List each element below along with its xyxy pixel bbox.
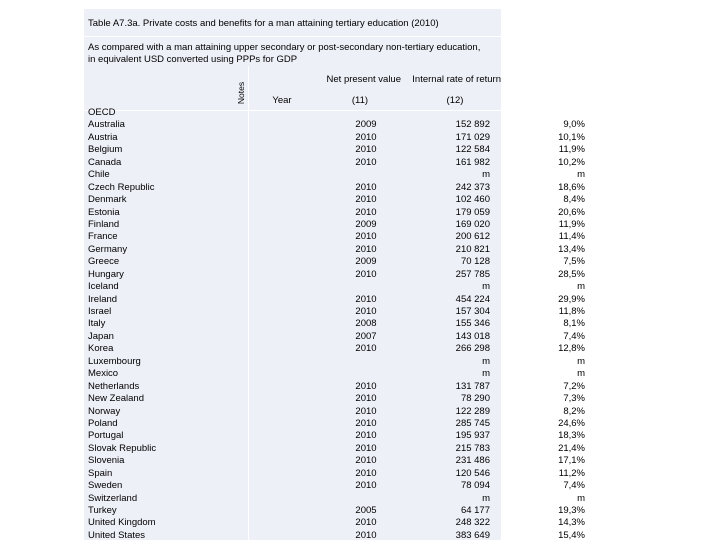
npv-cell: m: [482, 368, 490, 380]
year-cell: 2010: [355, 430, 377, 442]
year-cell: 2010: [355, 380, 377, 392]
country-cell: Chile: [88, 169, 110, 181]
country-cell: Portugal: [88, 430, 124, 442]
irr-cell: 8,2%: [563, 405, 585, 417]
npv-cell: 161 982: [455, 156, 490, 168]
npv-cell: 64 177: [460, 505, 490, 516]
npv-cell: 231 486: [455, 455, 490, 467]
column-number-12: (12): [446, 95, 464, 106]
irr-cell: 11,9%: [558, 144, 585, 156]
npv-cell: m: [482, 492, 490, 504]
irr-cell: 11,4%: [558, 231, 585, 243]
npv-cell: 70 128: [460, 256, 490, 268]
table-row: [84, 218, 585, 231]
npv-cell: m: [482, 281, 490, 293]
table-row: [84, 131, 585, 144]
irr-cell: m: [577, 355, 585, 367]
year-cell: 2010: [355, 393, 377, 405]
irr-cell: 29,9%: [558, 293, 585, 305]
table-row: [84, 529, 585, 542]
country-cell: Germany: [88, 243, 128, 255]
year-cell: 2009: [355, 119, 377, 131]
year-cell: 2010: [355, 243, 377, 255]
group-row: [84, 107, 501, 119]
npv-cell: 143 018: [455, 330, 490, 342]
table-row: [84, 505, 585, 517]
year-cell: 2010: [355, 293, 377, 305]
table-row: [84, 480, 585, 492]
table-row: [84, 380, 585, 393]
year-cell: 2010: [355, 529, 377, 541]
year-cell: 2009: [355, 218, 377, 230]
country-cell: Slovak Republic: [88, 442, 157, 454]
year-cell: 2010: [355, 517, 377, 529]
npv-cell: 78 094: [460, 480, 490, 492]
country-cell: Turkey: [88, 505, 117, 516]
country-cell: Sweden: [88, 480, 123, 492]
npv-cell: 120 546: [455, 467, 490, 479]
year-cell: 2010: [355, 131, 377, 143]
irr-cell: 7,3%: [563, 393, 585, 405]
subtitle-line: in equivalent USD converted using PPPs for GDP: [88, 54, 298, 65]
npv-cell: 285 745: [455, 417, 490, 429]
year-cell: 2008: [355, 318, 377, 330]
npv-cell: 102 460: [455, 194, 490, 206]
country-cell: Slovenia: [88, 455, 125, 467]
year-cell: 2010: [355, 455, 377, 467]
table-row: [84, 231, 585, 243]
country-cell: Mexico: [88, 368, 119, 380]
subtitle-line: As compared with a man attaining upper secondary or post-secondary non-tertiary education,: [88, 42, 481, 53]
year-cell: 2009: [355, 256, 377, 268]
table-row: [84, 517, 585, 529]
country-cell: Israel: [88, 306, 112, 317]
table-row: [84, 355, 585, 368]
npv-cell: 171 029: [455, 131, 490, 143]
table-row: [84, 293, 585, 306]
country-cell: Austria: [88, 131, 118, 143]
irr-cell: 7,2%: [563, 380, 585, 392]
table-subtitle: [88, 42, 480, 66]
year-cell: 2007: [355, 330, 377, 342]
year-cell: 2010: [355, 467, 377, 479]
table-title: Table A7.3a. Private costs and benefits for a man attaining tertiary education (2010): [88, 18, 439, 29]
table-row: [84, 467, 585, 480]
npv-cell: 242 373: [455, 181, 490, 193]
year-cell: 2010: [355, 156, 377, 168]
table-row: [84, 492, 585, 505]
table-row: [84, 144, 585, 156]
year-cell: 2010: [355, 181, 377, 193]
irr-cell: 7,4%: [563, 480, 585, 492]
irr-cell: 21,4%: [558, 442, 585, 454]
country-cell: New Zealand: [88, 393, 144, 405]
npv-cell: 266 298: [455, 343, 490, 355]
country-cell: Ireland: [88, 293, 118, 305]
npv-cell: 157 304: [455, 306, 490, 317]
irr-cell: 24,6%: [558, 417, 585, 429]
country-cell: United Kingdom: [88, 517, 156, 529]
npv-cell: 257 785: [455, 268, 490, 280]
year-cell: 2010: [355, 144, 377, 156]
npv-cell: 122 289: [455, 405, 490, 417]
table-row: [84, 181, 585, 194]
irr-cell: 7,5%: [563, 256, 585, 268]
npv-cell: 78 290: [460, 393, 490, 405]
country-cell: Finland: [88, 218, 120, 230]
year-cell: 2010: [355, 268, 377, 280]
net-present-value-header: Net present value: [326, 74, 401, 85]
table-row: [84, 430, 585, 442]
irr-cell: 11,9%: [558, 218, 585, 230]
irr-cell: 10,2%: [558, 156, 585, 168]
npv-cell: m: [482, 169, 490, 181]
irr-cell: 15,4%: [558, 529, 585, 541]
irr-cell: 10,1%: [558, 131, 585, 143]
table-row: [84, 455, 585, 467]
npv-cell: 152 892: [455, 119, 490, 131]
year-cell: 2010: [355, 343, 377, 355]
country-cell: Denmark: [88, 194, 127, 206]
npv-cell: 454 224: [455, 293, 490, 305]
irr-cell: 28,5%: [558, 268, 585, 280]
npv-cell: m: [482, 355, 490, 367]
irr-cell: 18,3%: [558, 430, 585, 442]
year-cell: 2010: [355, 405, 377, 417]
country-cell: Japan: [88, 330, 114, 342]
country-cell: United States: [88, 529, 146, 541]
internal-rate-of-return-header: Internal rate of return: [412, 74, 501, 85]
country-cell: Korea: [88, 343, 114, 355]
table-row: [84, 405, 585, 418]
irr-cell: 7,4%: [563, 330, 585, 342]
irr-cell: m: [577, 281, 585, 293]
column-number-11: (11): [351, 95, 369, 106]
table-row: [84, 156, 585, 169]
table-row: [84, 169, 585, 181]
notes-column-header: Notes: [236, 81, 247, 105]
table-row: [84, 330, 585, 343]
irr-cell: 11,2%: [558, 467, 585, 479]
irr-cell: 20,6%: [558, 206, 585, 218]
irr-cell: 13,4%: [558, 243, 585, 255]
table-row: [84, 368, 585, 380]
table-row: [84, 194, 585, 206]
irr-cell: 14,3%: [558, 517, 585, 529]
year-cell: 2010: [355, 306, 377, 317]
country-cell: France: [88, 231, 118, 243]
year-cell: 2010: [355, 480, 377, 492]
npv-cell: 131 787: [455, 380, 490, 392]
irr-cell: m: [577, 169, 585, 181]
irr-cell: 19,3%: [558, 505, 585, 516]
table-row: [84, 318, 585, 330]
country-cell: Canada: [88, 156, 122, 168]
country-cell: Netherlands: [88, 380, 140, 392]
country-cell: Belgium: [88, 144, 123, 156]
country-cell: Switzerland: [88, 492, 138, 504]
npv-cell: 179 059: [455, 206, 490, 218]
npv-cell: 200 612: [455, 231, 490, 243]
table-row: [84, 206, 585, 219]
npv-cell: 155 346: [455, 318, 490, 330]
npv-cell: 248 322: [455, 517, 490, 529]
irr-cell: 9,0%: [563, 119, 585, 131]
data-table: [84, 107, 585, 542]
table-row: [84, 281, 585, 293]
npv-cell: 215 783: [455, 442, 490, 454]
irr-cell: 8,4%: [563, 194, 585, 206]
country-cell: Australia: [88, 119, 125, 131]
year-cell: 2010: [355, 442, 377, 454]
npv-cell: 383 649: [455, 529, 490, 541]
year-cell: 2010: [355, 231, 377, 243]
npv-cell: 210 821: [455, 243, 490, 255]
irr-cell: 8,1%: [563, 318, 585, 330]
year-cell: 2010: [355, 417, 377, 429]
country-cell: Italy: [88, 318, 106, 330]
irr-cell: 12,8%: [558, 343, 585, 355]
irr-cell: m: [577, 492, 585, 504]
country-cell: Iceland: [88, 281, 119, 293]
divider: [84, 36, 501, 37]
irr-cell: m: [577, 368, 585, 380]
year-cell: 2010: [355, 194, 377, 206]
npv-cell: 169 020: [455, 218, 490, 230]
country-cell: Greece: [88, 256, 120, 268]
country-cell: Czech Republic: [88, 181, 155, 193]
country-cell: Norway: [88, 405, 121, 417]
country-cell: Spain: [88, 467, 113, 479]
country-cell: Luxembourg: [88, 355, 141, 367]
table-row: [84, 306, 585, 318]
table-row: [84, 119, 585, 131]
year-header: Year: [272, 95, 292, 106]
table-row: [84, 343, 585, 355]
npv-cell: 122 584: [455, 144, 490, 156]
table-row: [84, 393, 585, 405]
table-row: [84, 417, 585, 430]
irr-cell: 18,6%: [558, 181, 585, 193]
country-cell: Poland: [88, 417, 118, 429]
year-cell: 2005: [355, 505, 377, 516]
group-label: OECD: [88, 107, 116, 118]
npv-cell: 195 937: [455, 430, 490, 442]
table-row: [84, 268, 585, 281]
irr-cell: 17,1%: [558, 455, 585, 467]
table-row: [84, 442, 585, 455]
country-cell: Hungary: [88, 268, 124, 280]
year-cell: 2010: [355, 206, 377, 218]
irr-cell: 11,8%: [558, 306, 585, 317]
table-row: [84, 243, 585, 256]
table-row: [84, 256, 585, 268]
country-cell: Estonia: [88, 206, 120, 218]
